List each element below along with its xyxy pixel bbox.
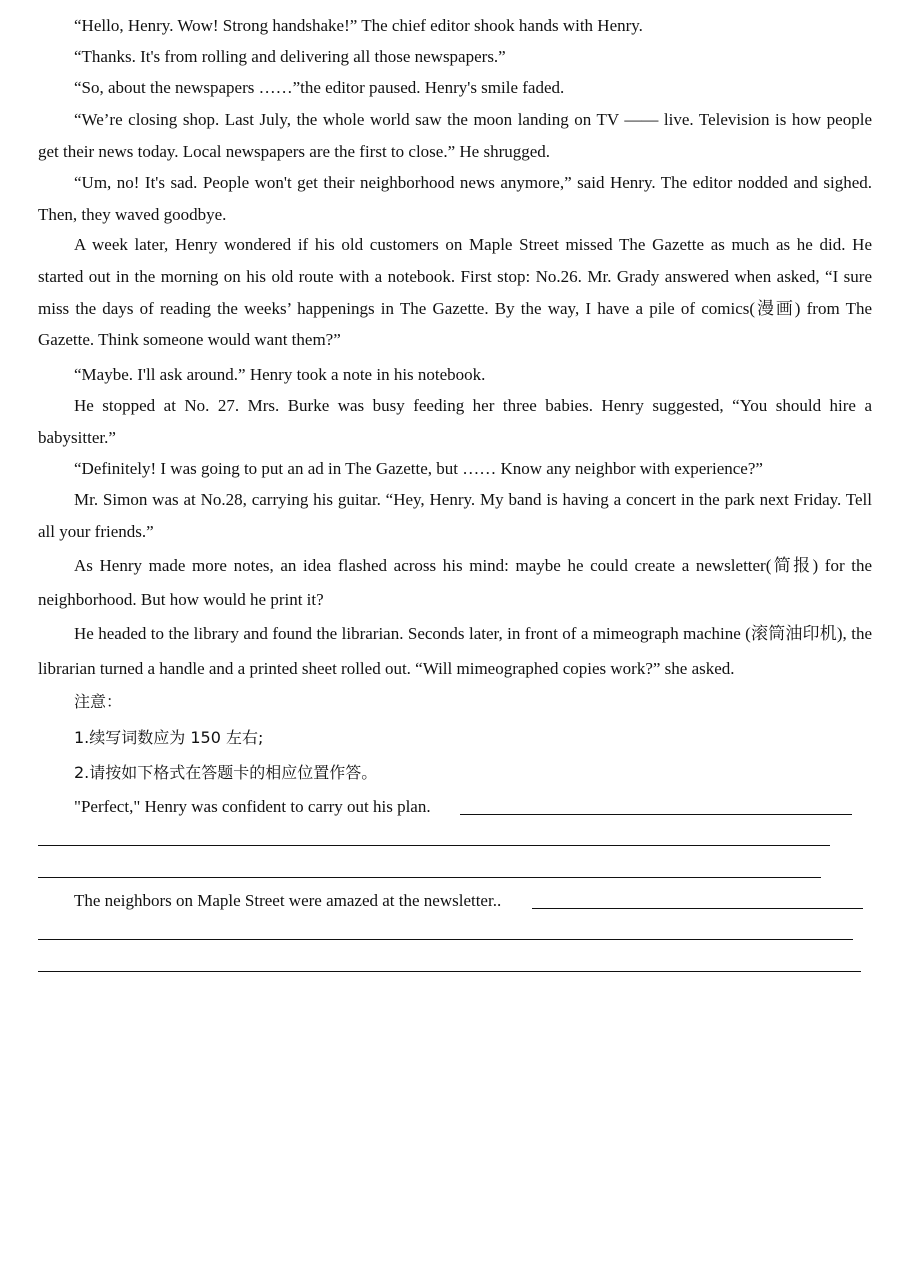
passage-paragraph: “Um, no! It's sad. People won't get their neighborhood news anymore,” said Henry. The editor nodded and sighed. Then, they waved goodbye. [38, 173, 872, 224]
passage-paragraph: “Thanks. It's from rolling and delivering all those newspapers.” [74, 47, 506, 66]
passage-paragraph: Mr. Simon was at No.28, carrying his guitar. “Hey, Henry. My band is having a concert in the park next Friday. Tell all your friends.” [38, 490, 872, 541]
answer-line [38, 971, 861, 972]
passage-paragraph: “We’re closing shop. Last July, the whole world saw the moon landing on TV —— live. Television is how people get their news today. Local newspapers are the first to close.” He shrugged. [38, 110, 872, 161]
answer-line [532, 908, 863, 909]
answer-line [38, 939, 853, 940]
passage-paragraph: A week later, Henry wondered if his old customers on Maple Street missed The Gazette as much as he did. He started out in the morning on his old route with a notebook. First stop: No.26. Mr. Grady answered when asked, “I sure miss the days of reading the weeks’ happenings in The Gazette. By the way, I have a pile of comics(漫画) from The Gazette. Think someone would want them?” [38, 235, 872, 350]
passage-paragraph: He headed to the library and found the librarian. Seconds later, in front of a mimeograph machine (滚筒油印机), the librarian turned a handle and a printed sheet rolled out. “Will mimeographed copies work?” she asked. [38, 624, 872, 678]
continuation-start-2: The neighbors on Maple Street were amazed at the newsletter.. [74, 891, 502, 910]
passage-paragraph: He stopped at No. 27. Mrs. Burke was busy feeding her three babies. Henry suggested, “You should hire a babysitter.” [38, 396, 872, 447]
answer-line [38, 845, 830, 846]
notes-item-format: 2.请按如下格式在答题卡的相应位置作答。 [74, 763, 378, 782]
answer-line [38, 877, 821, 878]
passage-paragraph: As Henry made more notes, an idea flashed across his mind: maybe he could create a newsletter(简报) for the neighborhood. But how would he print it? [38, 556, 872, 609]
passage-paragraph: “Maybe. I'll ask around.” Henry took a note in his notebook. [74, 365, 486, 384]
passage-paragraph: “Definitely! I was going to put an ad in The Gazette, but …… Know any neighbor with experience?” [74, 459, 763, 478]
answer-line [460, 814, 852, 815]
continuation-start-1: "Perfect," Henry was confident to carry out his plan. [74, 797, 431, 816]
notes-item-word-count: 1.续写词数应为 150 左右; [74, 728, 264, 747]
passage-paragraph: “Hello, Henry. Wow! Strong handshake!” The chief editor shook hands with Henry. [74, 16, 643, 35]
passage-paragraph: “So, about the newspapers ……”the editor paused. Henry's smile faded. [74, 78, 565, 97]
notes-heading: 注意： [74, 692, 123, 711]
